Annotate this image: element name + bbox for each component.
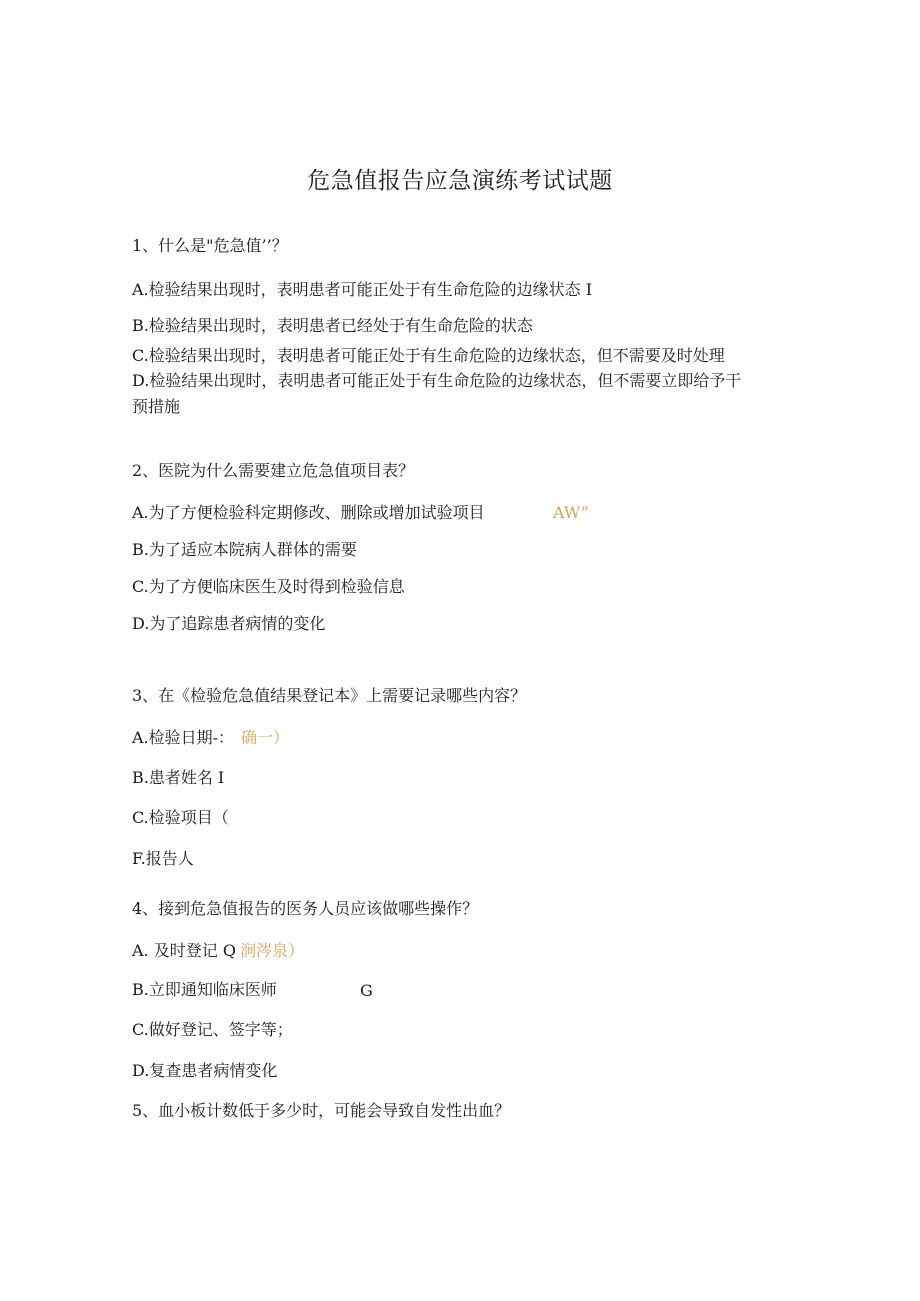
q4-handwritten-letter: G — [360, 981, 373, 1000]
q2-handwritten-mark: AW” — [553, 503, 589, 522]
q1-option-d: D.检验结果出现时，表明患者可能正处于有生命危险的边缘状态，但不需要立即给予干 — [132, 371, 742, 390]
q4-option-d: D.复查患者病情变化 — [132, 1061, 278, 1080]
q4-option-c: C.做好登记、签字等； — [132, 1020, 293, 1039]
q2-option-c: C.为了方便临床医生及时得到检验信息 — [132, 577, 405, 596]
q3-option-c: C.检验项目（ — [132, 808, 229, 827]
question-4: 4、接到危急值报告的医务人员应该做哪些操作？ — [132, 899, 479, 918]
q4-option-b: B.立即通知临床医师 — [132, 980, 277, 999]
q3-option-f: F.报告人 — [132, 849, 194, 868]
q4-option-a: A. 及时登记 Q — [132, 941, 236, 960]
q1-option-c: C.检验结果出现时，表明患者可能正处于有生命危险的边缘状态，但不需要及时处理 — [132, 346, 725, 365]
page-title: 危急值报告应急演练考试试题 — [307, 168, 613, 194]
q3-option-a: A.检验日期-： — [132, 728, 235, 747]
q4-handwritten-mark: 涧涔泉） — [240, 941, 305, 960]
q1-option-d-continued: 预措施 — [132, 397, 181, 416]
q3-handwritten-mark: 确一） — [241, 728, 290, 747]
question-1: 1、什么是"危急值’’？ — [132, 236, 288, 255]
q3-option-b: B.患者姓名 I — [132, 768, 225, 787]
q2-option-a: A.为了方便检验科定期修改、删除或增加试验项目 — [132, 503, 485, 522]
q1-option-a: A.检验结果出现时，表明患者可能正处于有生命危险的边缘状态 I — [132, 280, 593, 299]
q2-option-d: D.为了追踪患者病情的变化 — [132, 614, 326, 633]
question-3: 3、在《检验危急值结果登记本》上需要记录哪些内容？ — [132, 686, 527, 705]
question-5: 5、血小板计数低于多少时，可能会导致自发性出血？ — [132, 1101, 511, 1120]
q1-option-b: B.检验结果出现时，表明患者已经处于有生命危险的状态 — [132, 316, 533, 335]
question-2: 2、医院为什么需要建立危急值项目表？ — [132, 461, 415, 480]
q2-option-b: B.为了适应本院病人群体的需要 — [132, 540, 357, 559]
